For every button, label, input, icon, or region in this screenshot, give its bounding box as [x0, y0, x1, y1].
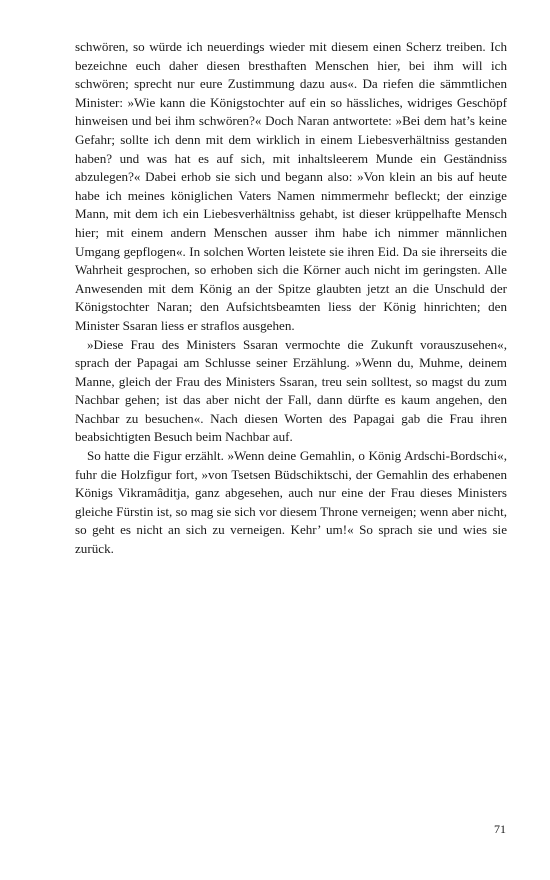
body-text [75, 38, 507, 559]
page-number: 71 [494, 822, 506, 836]
paragraph: »Diese Frau des Ministers Ssaran vermochte die Zukunft vorauszusehen«, sprach der Papagai am Schlusse seiner Erzählung. »Wenn du, Muhme, deinem Manne, gleich der Frau des Ministers Ssaran, treu sein solltest, so magst du zum Nachbar gehen; ist das aber nicht der Fall, dann dürfte es kaum angehen, den Nachbar zu besuchen«. Nach diesen Worten des Papagai gab die Frau ihren beabsichtigten Besuch beim Nachbar auf. [75, 336, 507, 445]
paragraph: So hatte die Figur erzählt. »Wenn deine Gemahlin, o König Ardschi-Bordschi«, fuhr die Holzfigur fort, »von Tsetsen Büdschiktschi, der Gemahlin des erhabenen Königs Vikramâditja, ganz abgesehen, auch nur eine der Frau dieses Ministers gleiche Fürstin ist, so mag sie sich vor diesem Throne verneigen; wenn aber nicht, so geht es nicht an sich zu verneigen. Kehr’ um!« So sprach sie und wies sie zurück. [75, 448, 507, 557]
paragraph: schwören, so würde ich neuerdings wieder mit diesem einen Scherz treiben. Ich bezeichne euch daher diesen bresthaften Menschen hier, bei ihm will ich schwören; sprecht nur eure Zustimmung dazu aus«. Da riefen die sämmtlichen Minister: »Wie kann die Königstochter auf ein so hässliches, widriges Geschöpf hinweisen und bei ihm schwören?« Doch Naran antwortete: »Bei dem hat’s keine Gefahr; sollte ich denn mit dem wirklich in einem Liebesverhältniss gestanden haben? und was hat es auf sich, mit inhaltsleerem Munde ein Geständniss abzulegen?« Dabei erhob sie sich und begann also: »Von klein an bis auf heute habe ich meines königlichen Vaters Namen nimmermehr befleckt; der einzige Mann, mit dem ich ein Liebesverhältniss gehabt, ist dieser krüppelhafte Mensch hier; mit einem andern Menschen ausser ihm habe ich nimmer männlichen Umgang gepflogen«. In solchen Worten leistete sie ihren Eid. Da sie ihrerseits die Wahrheit gesprochen, so erhoben sich die Körner auch nicht im geringsten. Alle Anwesenden mit dem König an der Spitze glaubten jetzt an die Unschuld der Königstochter Naran; den Aufsichtsbeamten liess der König hinrichten; den Minister Ssaran liess er straflos ausgehen. [75, 39, 507, 333]
